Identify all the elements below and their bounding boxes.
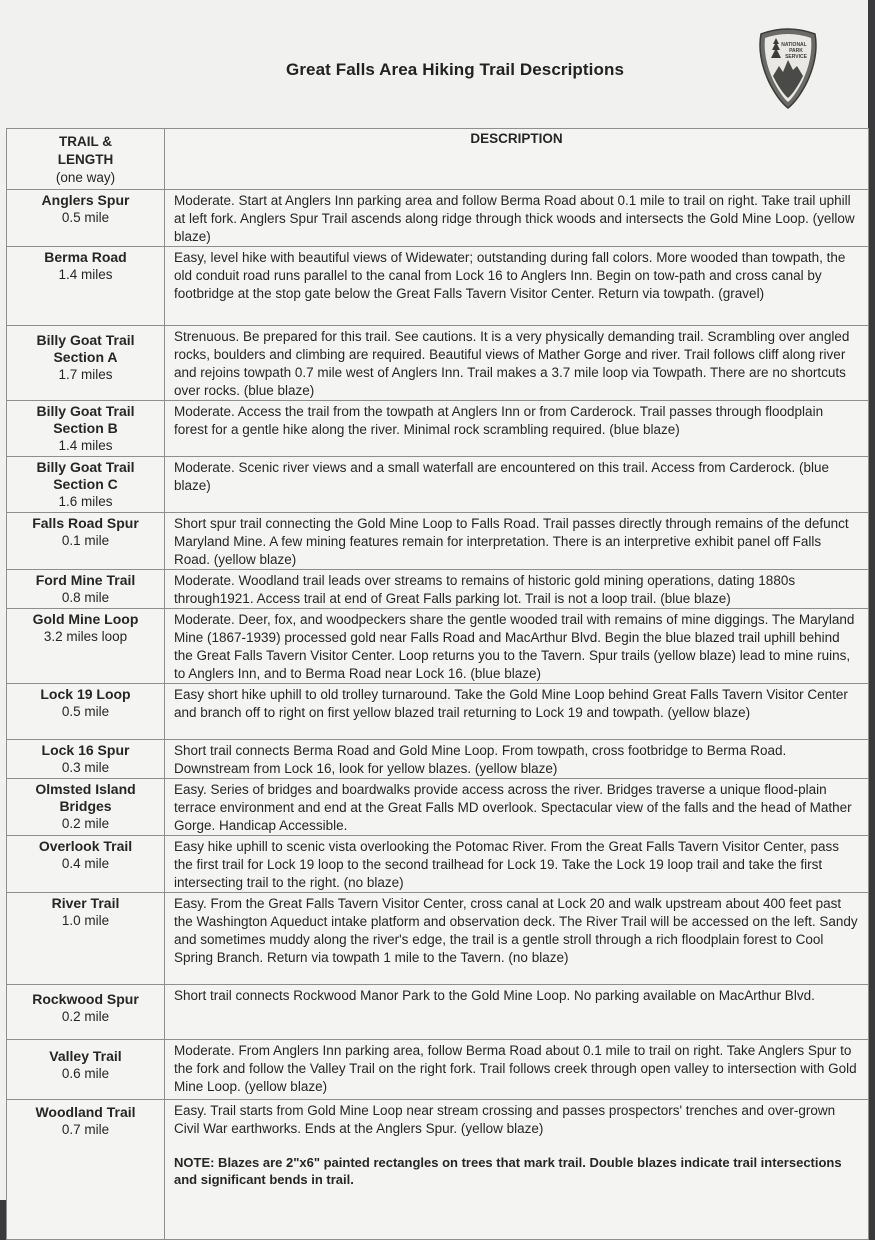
- table-row: [7, 609, 869, 684]
- trail-description: Easy short hike uphill to old trolley turnaround. Take the Gold Mine Loop behind Great Falls Tavern Visitor Center and branch off to right on first yellow blazed trail returning to Lock 19 and towpath. (yellow blaze): [165, 684, 869, 740]
- trail-name: Woodland Trail: [35, 1104, 136, 1120]
- table-header-row: [7, 129, 869, 190]
- trail-description: Moderate. Scenic river views and a small waterfall are encountered on this trail. Access from Carderock. (blue blaze): [165, 457, 869, 513]
- trail-name: Berma Road: [44, 249, 127, 265]
- trail-name: Olmsted Island Bridges: [35, 781, 136, 814]
- header-trail-line3: (one way): [55, 170, 116, 185]
- table-row: [7, 513, 869, 570]
- trail-length: 0.8 mile: [61, 590, 110, 605]
- trail-description: Strenuous. Be prepared for this trail. See cautions. It is a very physically demanding trail. Scrambling over angled rocks, boulders and climbing are required. Beautiful views of Mather Gorge and river. Trail follows cliff along river and rejoins towpath 0.7 mile west of Anglers Inn. Trail makes a 3.7 mile loop via Towpath. There are no shortcuts over rocks. (blue blaze): [165, 326, 869, 401]
- blaze-note: NOTE: Blazes are 2"x6" painted rectangles on trees that mark trail. Double blazes indicate trail intersections and significant bends in trail.: [174, 1155, 842, 1187]
- table-row: [7, 985, 869, 1040]
- table-row: [7, 1040, 869, 1100]
- trail-description: Short trail connects Berma Road and Gold Mine Loop. From towpath, cross footbridge to Berma Road. Downstream from Lock 16, look for yellow blazes. (yellow blaze): [165, 740, 869, 779]
- trail-name: River Trail: [51, 895, 120, 911]
- trail-description: Moderate. Woodland trail leads over streams to remains of historic gold mining operations, dating 1880s through1921. Access trail at end of Great Falls parking lot. Trail is not a loop trail. (blue blaze): [165, 570, 869, 609]
- table-row: [7, 190, 869, 247]
- trail-name: Billy Goat Trail Section A: [36, 332, 135, 365]
- trail-length: 0.2 mile: [61, 816, 110, 831]
- national-park-service-logo-icon: [755, 26, 821, 110]
- trail-length: 0.1 mile: [61, 533, 110, 548]
- table-row: [7, 570, 869, 609]
- table-row: [7, 247, 869, 326]
- trail-length: 3.2 miles loop: [43, 629, 128, 644]
- trail-name: Lock 19 Loop: [40, 686, 131, 702]
- trail-description: Moderate. Access the trail from the towpath at Anglers Inn or from Carderock. Trail passes through floodplain forest for a gentle hike along the river. Minimal rock scrambling required. (blue blaze): [165, 401, 869, 457]
- trail-description: Easy hike uphill to scenic vista overlooking the Potomac River. From the Great Falls Tavern Visitor Center, pass the first trail for Lock 19 loop to the second trailhead for Lock 19. Take the Lock 19 loop trail and take the first intersecting trail to the right. (no blaze): [165, 836, 869, 893]
- trail-name: Rockwood Spur: [32, 991, 139, 1007]
- trail-description: Moderate. Deer, fox, and woodpeckers share the gentle wooded trail with remains of mine diggings. The Maryland Mine (1867-1939) processed gold near Falls Road and MacArthur Blvd. Begin the blue blazed trail uphill behind the Great Falls Tavern Visitor Center. Loop returns you to the Tavern. Spur trails (yellow blaze) lead to mine ruins, to Anglers Inn, and to Berma Road near Lock 16. (blue blaze): [165, 609, 869, 684]
- table-row: [7, 1100, 869, 1240]
- trail-name: Lock 16 Spur: [41, 742, 130, 758]
- trail-name: Billy Goat Trail Section B: [36, 403, 135, 436]
- trail-length: 0.7 mile: [61, 1122, 110, 1137]
- trail-name: Valley Trail: [49, 1048, 122, 1064]
- page-title: Great Falls Area Hiking Trail Descriptions: [286, 60, 625, 79]
- trail-description: Short spur trail connecting the Gold Mine Loop to Falls Road. Trail passes directly through remains of the defunct Maryland Mine. A few mining features remain for interpretation. There is an interpretive exhibit panel off Falls Road. (yellow blaze): [165, 513, 869, 570]
- trail-name: Overlook Trail: [38, 838, 133, 854]
- trail-length: 0.5 mile: [61, 704, 110, 719]
- trail-length: 0.5 mile: [61, 210, 110, 225]
- trail-name: Billy Goat Trail Section C: [36, 459, 135, 492]
- trail-description: Easy. Series of bridges and boardwalks provide access across the river. Bridges traverse a unique flood-plain terrace environment and end at the Great Falls MD overlook. Spectacular view of the falls and the head of Mather Gorge. Handicap Accessible.: [165, 779, 869, 836]
- table-row: [7, 326, 869, 401]
- trail-name: Falls Road Spur: [32, 515, 139, 531]
- table-row: [7, 401, 869, 457]
- table-row: [7, 836, 869, 893]
- table-row: [7, 893, 869, 985]
- trail-name: Gold Mine Loop: [32, 611, 139, 627]
- table-row: [7, 684, 869, 740]
- table-row: [7, 457, 869, 513]
- svg-text:SERVICE: SERVICE: [785, 54, 807, 60]
- trail-length: 1.4 miles: [58, 438, 113, 453]
- trail-length: 0.4 mile: [61, 856, 110, 871]
- trail-description: Easy, level hike with beautiful views of Widewater; outstanding during fall colors. More wooded than towpath, the old conduit road runs parallel to the canal from Lock 16 to Anglers Inn. Begin on tow-path and cross canal by footbridge at the stop gate below the Great Falls Tavern Visitor Center. Return via towpath. (gravel): [165, 247, 869, 326]
- trail-description: Easy. Trail starts from Gold Mine Loop near stream crossing and passes prospectors' trenches and over-grown Civil War earthworks. Ends at the Anglers Spur. (yellow blaze): [174, 1103, 836, 1136]
- trail-length: 1.0 mile: [61, 913, 110, 928]
- svg-text:NATIONAL: NATIONAL: [781, 42, 807, 48]
- trail-length: 1.4 miles: [58, 267, 113, 282]
- trail-length: 0.3 mile: [61, 760, 110, 775]
- trail-description: Short trail connects Rockwood Manor Park to the Gold Mine Loop. No parking available on MacArthur Blvd.: [165, 985, 869, 1040]
- table-row: [7, 779, 869, 836]
- trail-description: Easy. From the Great Falls Tavern Visitor Center, cross canal at Lock 20 and walk upstream about 400 feet past the Washington Aqueduct intake platform and observation deck. The River Trail will be accessed on the left. Sandy and sometimes muddy along the river's edge, the trail is a gentle stroll through a rich floodplain forest to Cool Spring Branch. Return via towpath 1 mile to the Tavern. (no blaze): [165, 893, 869, 985]
- trail-description: Moderate. From Anglers Inn parking area, follow Berma Road about 0.1 mile to trail on right. Take Anglers Spur to the fork and follow the Valley Trail on the right fork. Trail follows creek through open valley to intersection with Gold Mine Loop. (yellow blaze): [165, 1040, 869, 1100]
- table-row: [7, 740, 869, 779]
- header-trail-line2: LENGTH: [57, 152, 114, 167]
- trail-length: 0.2 mile: [61, 1009, 110, 1024]
- trail-name: Ford Mine Trail: [35, 572, 136, 588]
- trail-length: 0.6 mile: [61, 1066, 110, 1081]
- trail-length: 1.7 miles: [58, 367, 113, 382]
- header-trail-line1: TRAIL &: [59, 134, 112, 149]
- trail-length: 1.6 miles: [58, 494, 113, 509]
- description-header: DESCRIPTION: [165, 129, 869, 190]
- svg-text:PARK: PARK: [789, 48, 803, 54]
- trail-table: [6, 128, 869, 1240]
- trail-length-header: [7, 129, 165, 190]
- trail-description: Moderate. Start at Anglers Inn parking area and follow Berma Road about 0.1 mile to trail on right. Take trail uphill at left fork. Anglers Spur Trail ascends along ridge through thick woods and intersects the Gold Mine Loop. (yellow blaze): [165, 190, 869, 247]
- trail-name: Anglers Spur: [41, 192, 130, 208]
